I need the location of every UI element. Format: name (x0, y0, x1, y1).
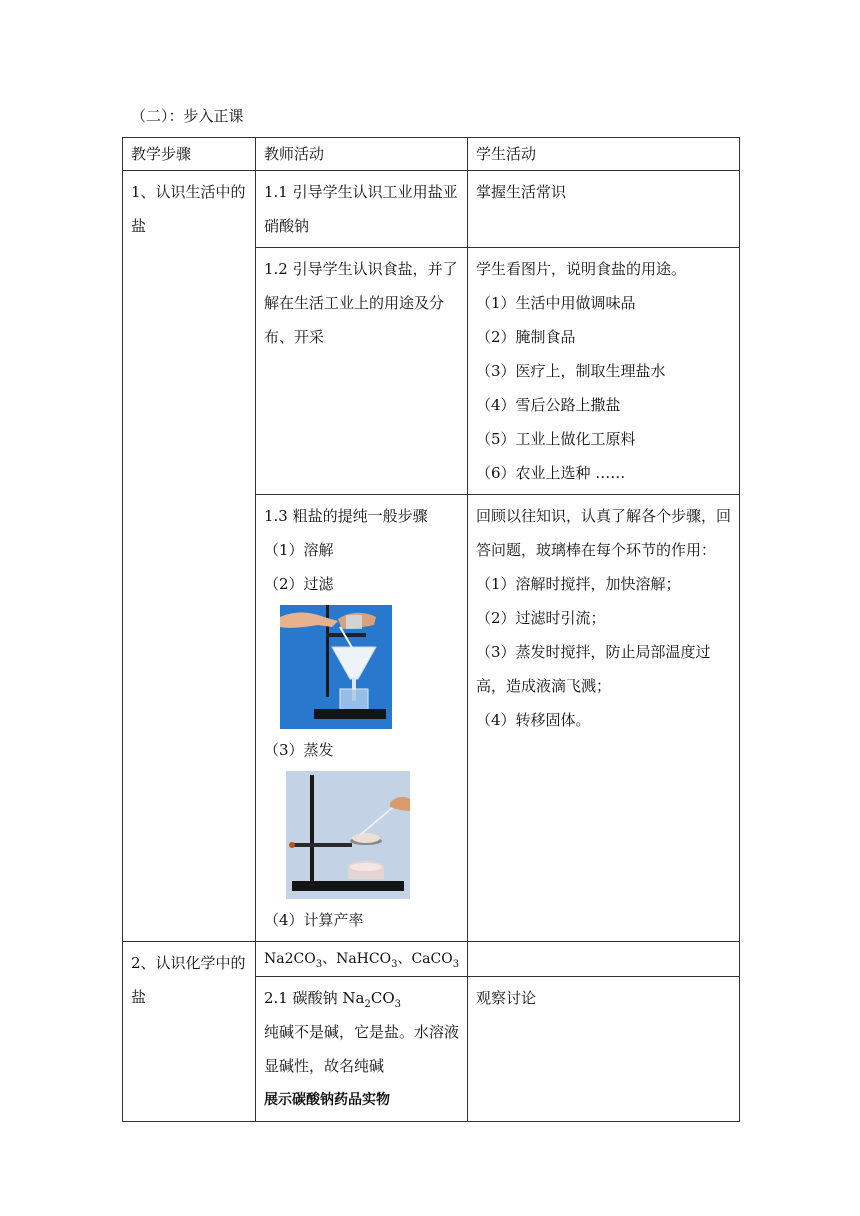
list-item: （6）农业上选种 …… (476, 464, 626, 482)
sodium-carbonate-title: 2.1 碳酸钠 $Na_2CO_3$ (264, 989, 401, 1010)
list-item: （4）雪后公路上撒盐 (476, 396, 621, 414)
list-item: （3）蒸发时搅拌，防止局部温度过高，造成液滴飞溅； (476, 643, 711, 695)
lesson-table (122, 137, 740, 1122)
step-yield: （4）计算产率 (264, 911, 364, 929)
student-cell (468, 942, 740, 977)
evaporation-photo (286, 771, 410, 899)
header-step: 教学步骤 (123, 138, 256, 171)
section-heading: （二）：步入正课 (131, 107, 244, 125)
filtration-photo (280, 605, 392, 729)
header-student: 学生活动 (468, 138, 740, 171)
header-teacher: 教师活动 (256, 138, 468, 171)
teacher-cell (256, 495, 468, 942)
formula-subscript: 3 (315, 958, 323, 970)
formula-text: 、NaHCO (322, 951, 392, 967)
formula-text: Na2CO (264, 951, 316, 967)
student-intro: 学生看图片，说明食盐的用途。 (476, 260, 687, 278)
list-item: （2）腌制食品 (476, 328, 576, 346)
table-header-row (123, 138, 740, 171)
table-row (123, 942, 740, 977)
teacher-cell (256, 977, 468, 1122)
student-cell: 观察讨论 (468, 977, 740, 1122)
teacher-cell: 1.1 引导学生认识工业用盐亚硝酸钠 (256, 171, 468, 248)
sodium-carbonate-note: 纯碱不是碱，它是盐。水溶液显碱性，故名纯碱 (264, 1023, 460, 1075)
teacher-cell: 1.2 引导学生认识食盐，并了解在生活工业上的用途及分布、开采 (256, 248, 468, 495)
student-cell (468, 248, 740, 495)
formula-subscript: 3 (452, 958, 460, 970)
student-paragraph: 回顾以往知识，认真了解各个步骤，回答问题，玻璃棒在每个环节的作用：（1）溶解时搅拌，加快溶解； (476, 507, 732, 593)
student-cell (468, 495, 740, 942)
step-cell-1: 1、认识生活中的盐 (123, 171, 256, 942)
step-dissolve: （1）溶解 (264, 541, 334, 559)
list-item: （4）转移固体。 (476, 711, 591, 729)
formula-text: 、CaCO (397, 951, 453, 967)
student-cell: 掌握生活常识 (468, 171, 740, 248)
sodium-carbonate-demo: 展示碳酸钠药品实物 (264, 1092, 390, 1108)
teacher-cell (256, 942, 468, 977)
step-cell-2: 2、认识化学中的盐 (123, 942, 256, 1122)
list-item: （3）医疗上，制取生理盐水 (476, 362, 666, 380)
purification-title: 1.3 粗盐的提纯一般步骤 (264, 507, 428, 525)
list-item: （1）生活中用做调味品 (476, 294, 636, 312)
step-evaporate: （3）蒸发 (264, 741, 334, 759)
table-row (123, 171, 740, 248)
list-item: （2）过滤时引流； (476, 609, 606, 627)
step-filter: （2）过滤 (264, 575, 334, 593)
formula-subscript: 3 (391, 958, 398, 970)
list-item: （5）工业上做化工原料 (476, 430, 636, 448)
